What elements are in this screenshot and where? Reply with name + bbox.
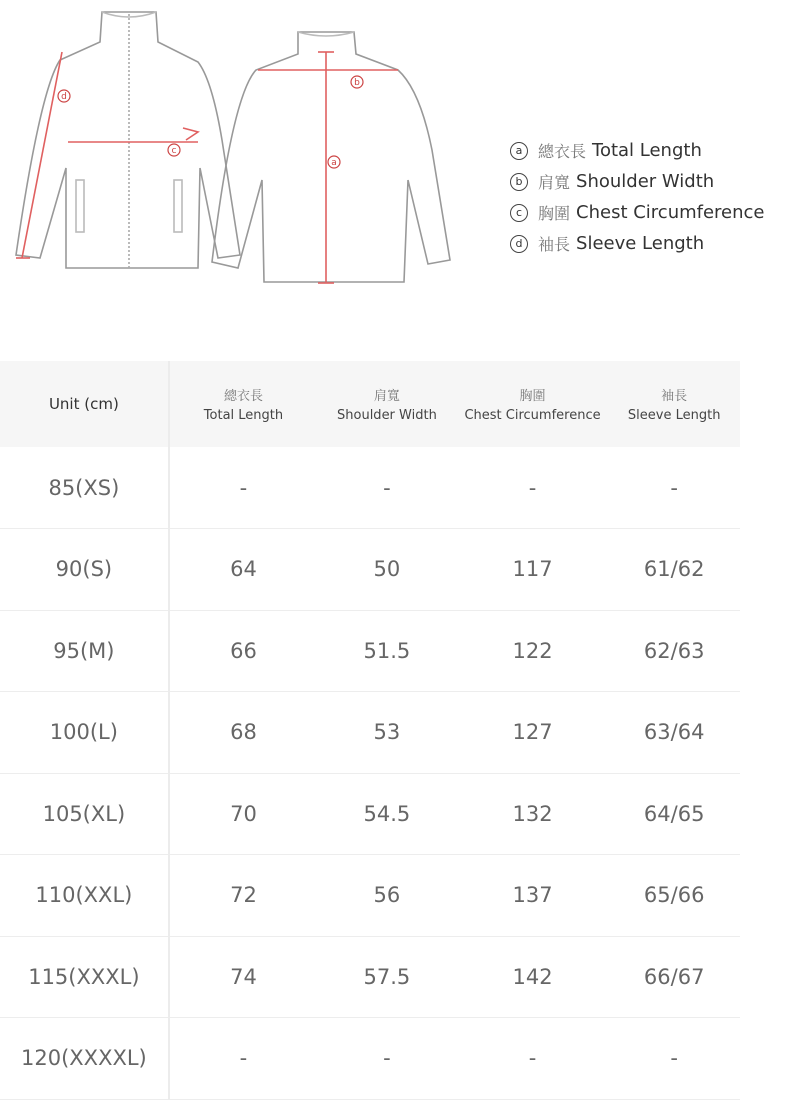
legend-label-cn: 肩寬 — [538, 173, 571, 192]
chest-circumference-cell: - — [457, 447, 609, 529]
table-row — [0, 855, 740, 937]
shoulder-width-cell: 51.5 — [317, 610, 457, 692]
sleeve-length-cell: 64/65 — [608, 773, 740, 855]
table-row — [0, 610, 740, 692]
size-cell: 110(XXL) — [0, 855, 169, 937]
column-header-chest-circumference — [457, 361, 609, 447]
total-length-cell: 66 — [169, 610, 317, 692]
legend-label-cn: 總衣長 — [538, 142, 587, 161]
size-cell: 95(M) — [0, 610, 169, 692]
shoulder-width-cell: 50 — [317, 529, 457, 611]
shoulder-width-cell: - — [317, 1018, 457, 1100]
chest-circumference-cell: - — [457, 1018, 609, 1100]
column-header-total-length — [169, 361, 317, 447]
legend-mark: c — [510, 204, 528, 222]
column-header-cn: 袖長 — [661, 389, 688, 404]
column-header-sleeve-length — [608, 361, 740, 447]
size-cell: 105(XL) — [0, 773, 169, 855]
column-header-en: Sleeve Length — [627, 408, 721, 423]
column-header-en: Total Length — [203, 408, 284, 423]
measurement-lines — [16, 52, 398, 283]
total-length-cell: - — [169, 1018, 317, 1100]
total-length-cell: 74 — [169, 936, 317, 1018]
legend-mark: a — [510, 142, 528, 160]
size-chart-table — [0, 361, 740, 1100]
legend-label-en: Total Length — [592, 140, 702, 161]
shoulder-width-cell: 57.5 — [317, 936, 457, 1018]
legend-item-total-length — [510, 135, 765, 166]
sleeve-length-cell: 65/66 — [608, 855, 740, 937]
table-row — [0, 773, 740, 855]
legend-label-cn: 袖長 — [538, 235, 571, 254]
table-row — [0, 529, 740, 611]
shoulder-width-cell: - — [317, 447, 457, 529]
sleeve-length-cell: 63/64 — [608, 692, 740, 774]
total-length-cell: - — [169, 447, 317, 529]
legend-mark: d — [510, 235, 528, 253]
legend-label-en: Shoulder Width — [576, 171, 715, 192]
legend-label-en: Chest Circumference — [576, 202, 765, 223]
table-row — [0, 936, 740, 1018]
unit-header: Unit (cm) — [0, 361, 169, 447]
shoulder-width-cell: 54.5 — [317, 773, 457, 855]
table-row — [0, 1018, 740, 1100]
size-cell: 120(XXXXL) — [0, 1018, 169, 1100]
chest-circumference-cell: 117 — [457, 529, 609, 611]
legend-item-shoulder-width — [510, 166, 765, 197]
sleeve-length-cell: 66/67 — [608, 936, 740, 1018]
svg-text:b: b — [354, 78, 360, 88]
chest-circumference-cell: 127 — [457, 692, 609, 774]
total-length-cell: 68 — [169, 692, 317, 774]
size-cell: 90(S) — [0, 529, 169, 611]
chest-circumference-cell: 137 — [457, 855, 609, 937]
chest-circumference-cell: 132 — [457, 773, 609, 855]
table-row — [0, 447, 740, 529]
column-header-shoulder-width — [317, 361, 457, 447]
size-cell: 85(XS) — [0, 447, 169, 529]
shoulder-width-cell: 56 — [317, 855, 457, 937]
total-length-cell: 72 — [169, 855, 317, 937]
size-cell: 115(XXXL) — [0, 936, 169, 1018]
column-header-cn: 肩寬 — [373, 389, 400, 404]
sleeve-length-cell: 61/62 — [608, 529, 740, 611]
legend-mark: b — [510, 173, 528, 191]
table-header-row — [0, 361, 740, 447]
column-header-en: Shoulder Width — [337, 408, 437, 423]
chest-circumference-cell: 122 — [457, 610, 609, 692]
svg-text:d: d — [61, 92, 67, 102]
size-cell: 100(L) — [0, 692, 169, 774]
sleeve-length-cell: - — [608, 1018, 740, 1100]
total-length-cell: 70 — [169, 773, 317, 855]
svg-text:c: c — [171, 146, 177, 156]
sleeve-length-cell: - — [608, 447, 740, 529]
column-header-en: Chest Circumference — [464, 408, 601, 423]
measurement-legend — [510, 135, 765, 259]
chest-circumference-cell: 142 — [457, 936, 609, 1018]
table-row — [0, 692, 740, 774]
legend-item-sleeve-length — [510, 228, 765, 259]
total-length-cell: 64 — [169, 529, 317, 611]
legend-label-en: Sleeve Length — [576, 233, 705, 254]
svg-text:a: a — [331, 158, 337, 168]
shoulder-width-cell: 53 — [317, 692, 457, 774]
front-jacket-drawing — [16, 12, 240, 268]
column-header-cn: 胸圍 — [519, 389, 546, 404]
column-header-cn: 總衣長 — [223, 389, 263, 404]
legend-item-chest-circumference — [510, 197, 765, 228]
legend-label-cn: 胸圍 — [538, 204, 571, 223]
sleeve-length-cell: 62/63 — [608, 610, 740, 692]
